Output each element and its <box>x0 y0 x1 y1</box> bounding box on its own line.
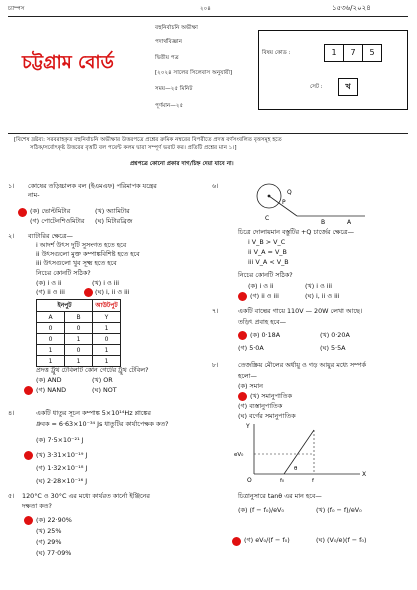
truth-table-col: B <box>65 312 93 323</box>
q1-option: (খ) অ্যামিটার <box>95 207 130 215</box>
q5-option: (ঘ) 77·09% <box>36 549 72 557</box>
q9-text: চিত্রানুসারে tanθ এর মান হবে— <box>238 492 322 500</box>
graph-y-label: Y <box>246 423 250 430</box>
truth-table-cell: 0 <box>93 334 121 345</box>
q6-item: iii V_A < V_B <box>248 258 289 266</box>
charge-field-diagram <box>235 180 375 228</box>
q2-option: (গ) ii ও iii <box>36 288 65 296</box>
q1-text: কোষের তড়িচ্চালক বল (ইএমএফ) পরিমাপক যন্ত্রের <box>28 182 157 190</box>
q9-option: (গ) eV₀/(f − f₀) <box>244 536 290 544</box>
truth-table-cell: 1 <box>93 356 121 367</box>
full-marks: পূর্ণমান—২৫ <box>155 103 184 109</box>
q7-text: একটি বাল্বের গায়ে 110V — 20W লেখা আছে। <box>238 307 363 315</box>
q3-option: (ঘ) NOT <box>92 386 117 394</box>
q7-option: (খ) 0·20A <box>320 331 350 339</box>
exam-name: বহুনির্বাচনি অভীক্ষা <box>155 25 198 31</box>
diagram-label: P <box>282 199 286 206</box>
q7-option: (গ) 5·0A <box>238 344 264 352</box>
q6-which: নিচের কোনটি সঠিক? <box>238 271 293 279</box>
subject-code-label: বিষয় কোড : <box>262 50 291 56</box>
truth-table-col: A <box>37 312 65 323</box>
q2-item: iii উৎসগুলো খুব সূক্ষ্ম হতে হবে <box>36 259 117 267</box>
q7-number: ৭। <box>212 307 219 315</box>
top-divider <box>8 16 408 17</box>
answer-mark <box>238 292 247 301</box>
q8-number: ৮। <box>212 361 219 369</box>
subject-name: পদার্থবিজ্ঞান <box>155 39 183 45</box>
q2-which: নিচের কোনটি সঠিক? <box>36 269 91 277</box>
q2-option: (ক) i ও ii <box>36 279 62 287</box>
q5-number: ৫। <box>8 492 15 500</box>
graph-angle: θ <box>294 466 298 472</box>
q8-text: তেজস্ক্রিয় মৌলের অর্ধায়ু ও গড় আয়ুর মধ্যে সম্পর্ক <box>238 361 366 369</box>
truth-table-cell: 0 <box>37 334 65 345</box>
graph-origin: O <box>247 477 252 484</box>
diagram-label: B <box>321 219 326 226</box>
q3-option: (গ) NAND <box>36 386 67 394</box>
q5-option: (খ) 25% <box>36 527 62 535</box>
q4-option: (গ) 1·32×10⁻¹⁸ J <box>36 464 88 472</box>
answer-mark <box>24 516 33 525</box>
q8-option: (ক) সমান <box>238 382 263 390</box>
q4-text: একটি ধাতুর সূচন কম্পাঙ্ক 5×10¹⁴Hz প্লাঙ্কের <box>36 409 151 417</box>
truth-table <box>36 299 121 367</box>
q6-option: (ঘ) i, ii ও iii <box>305 292 340 300</box>
q3-option: (খ) OR <box>92 376 113 384</box>
q5-text-2: দক্ষতা কত? <box>22 502 52 510</box>
answer-mark <box>18 208 27 217</box>
q7-option: (ক) 0·18A <box>250 331 281 339</box>
q1-option: (গ) পোটেনশিওমিটার <box>30 217 85 225</box>
q2-item: ii উৎসগুলো মুক্ত কম্পাঙ্কবিশিষ্ট হতে হবে <box>36 250 140 258</box>
graph-x-mark-2: f <box>312 478 314 484</box>
answer-mark <box>24 451 33 460</box>
truth-table-output-head: আউটপুট <box>93 300 121 312</box>
page-number: ২০৪ <box>200 6 211 12</box>
syllabus-note: [২০২৪ সালের সিলেবাস অনুযায়ী] <box>155 70 233 76</box>
q6-option: (খ) i ও iii <box>305 282 333 290</box>
truth-table-cell: 0 <box>65 345 93 356</box>
truth-table-cell: 1 <box>65 356 93 367</box>
q4-option: (ক) 7·5×10⁻²¹ J <box>36 436 84 444</box>
exam-code: ১৫৩৬/২০২৪ <box>332 4 371 12</box>
q3-option: (ক) AND <box>36 376 62 384</box>
q4-number: ৪। <box>8 409 15 417</box>
q6-text: চিত্রে দোলায়মান বস্তুটির +Q চার্জের ক্ষেত্রে— <box>238 228 354 236</box>
time-allowed: সময়—২৫ মিনিট <box>155 86 193 92</box>
photoelectric-graph <box>232 420 372 485</box>
paper-name: দ্বিতীয় পত্র <box>155 55 179 61</box>
subject-code-digit: 5 <box>369 48 375 57</box>
q6-option: (ক) i ও ii <box>248 282 274 290</box>
graph-x-axis: X <box>362 471 367 478</box>
q6-item: ii V_A = V_B <box>248 248 287 256</box>
q6-number: ৬। <box>212 182 219 190</box>
q3-text: প্রদত্ত ট্রুথ টেবিলটি কোন গেটের ট্রুথ টেবিল? <box>36 366 149 374</box>
q9-option: (খ) (f₀ − f)/eV₀ <box>316 506 362 514</box>
q5-option: (ক) 22·90% <box>36 516 72 524</box>
truth-table-cell: 1 <box>37 356 65 367</box>
truth-table-cell: 0 <box>65 323 93 334</box>
truth-table-cell: 1 <box>37 345 65 356</box>
graph-y-mark: eV₀ <box>234 452 244 458</box>
q1-number: ১। <box>8 182 15 190</box>
q5-text: 120°C ও 30°C এর মধ্যে কার্যরত কার্নো ইঞ্জিনের <box>22 492 150 500</box>
answer-mark <box>232 537 241 546</box>
graph-x-mark: f₀ <box>280 478 285 484</box>
diagram-label: Q <box>287 189 292 196</box>
q2-option: (খ) i ও iii <box>92 279 120 287</box>
truth-table-cell: 0 <box>37 323 65 334</box>
instruction-no-marks: প্রশ্নপত্রে কোনো প্রকার দাগ/চিহ্ন দেয়া যাবে না। <box>130 161 234 167</box>
q7-option: (ঘ) 5·5A <box>320 344 346 352</box>
truth-table-cell: 1 <box>93 345 121 356</box>
q2-number: ২। <box>8 232 15 240</box>
q8-option: (গ) ব্যস্তানুপাতিক <box>238 402 283 410</box>
diagram-label: C <box>265 215 270 222</box>
q8-text-2: হলো— <box>238 372 257 380</box>
q1-text-2: নাম- <box>28 191 40 199</box>
set-label: সেট : <box>310 84 323 90</box>
answer-mark <box>84 288 93 297</box>
q6-option: (গ) ii ও iii <box>250 292 279 300</box>
truth-table-col: Y <box>93 312 121 323</box>
answer-mark <box>24 386 33 395</box>
q9-option: (ঘ) (V₀/e)(f − f₀) <box>316 536 367 544</box>
truth-table-cell: 1 <box>65 334 93 345</box>
subject-code-digit: 7 <box>344 45 363 61</box>
q2-text: ব্যাটারির ক্ষেত্রে— <box>28 232 73 240</box>
left-tag: চ্যাম্পস <box>8 6 25 12</box>
subject-code-boxes <box>324 44 382 62</box>
q6-item: i V_B > V_C <box>248 238 286 246</box>
header-divider <box>8 133 408 134</box>
q5-option: (গ) 29% <box>36 538 62 546</box>
set-value: খ <box>338 78 358 96</box>
answer-mark <box>238 331 247 340</box>
diagram-label: A <box>347 219 352 226</box>
q4-text-2: ধ্রুবক = 6·63×10⁻³⁴ Js ধাতুটির কার্যাপেক্ষক কত? <box>36 420 169 428</box>
instruction-line-2: সঠিক/সর্বোৎকৃষ্ট উত্তরের বৃত্তটি বল পয়েন্ট কলম দ্বারা সম্পূর্ণ ভরাট কর। প্রতিটি প্রশ্নের মান ১।] <box>30 145 237 151</box>
answer-mark <box>238 392 247 401</box>
board-name: চট্টগ্রাম বোর্ড <box>22 52 114 73</box>
subject-code-digit: 1 <box>325 45 344 61</box>
q8-option: (ঘ) বর্গের সমানুপাতিক <box>238 412 296 420</box>
q8-option: (খ) সমানুপাতিক <box>250 392 292 400</box>
code-set-box <box>258 30 408 110</box>
q9-option: (ক) (f − f₀)/eV₀ <box>238 506 284 514</box>
q7-text-2: তড়িৎ প্রবাহ হবে— <box>238 318 287 326</box>
instruction-line-1: [বিশেষ দ্রষ্টব্য: সরবরাহকৃত বহুনির্বাচনি অভীক্ষার উত্তরপত্রে প্রশ্নের ক্রমিক নম্বরের বিপরীতে প্রদত্ত বর্ণসংবলিত বৃত্তসমূহ হতে <box>14 137 282 143</box>
q4-option: (ঘ) 2·28×10⁻¹⁶ J <box>36 477 88 485</box>
q1-option: (ঘ) মিটারব্রিজ <box>95 217 133 225</box>
truth-table-input-head: ইনপুট <box>37 300 93 312</box>
truth-table-cell: 1 <box>93 323 121 334</box>
q1-option: (ক) ভোল্টমিটার <box>30 207 71 215</box>
q2-option: (ঘ) i, ii ও iii <box>95 288 130 296</box>
q2-item: i আদর্শ উৎস দুটি সুসংগত হতে হবে <box>36 241 127 249</box>
q4-option: (খ) 3·31×10⁻¹⁹ J <box>36 451 88 459</box>
